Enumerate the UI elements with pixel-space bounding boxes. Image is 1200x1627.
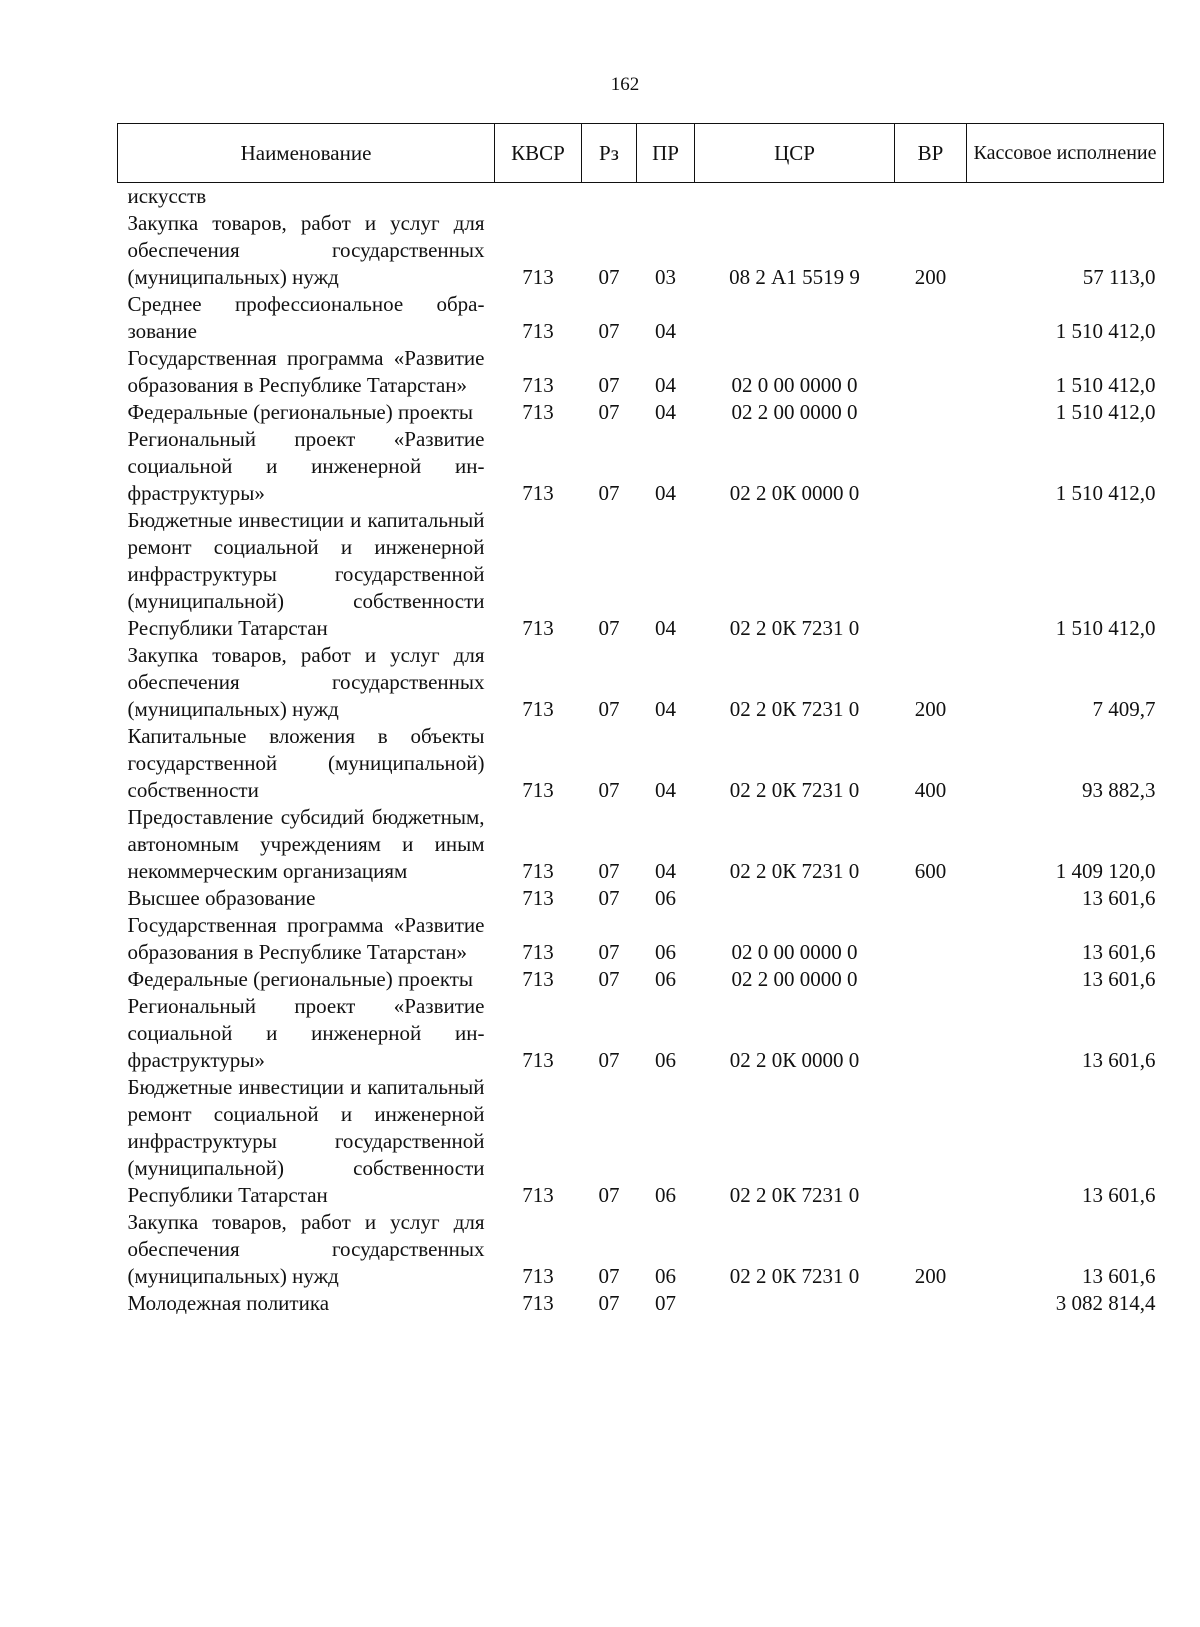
cell-name: Закупка товаров, работ и услуг для обеспечения государственных (муниципальных) нужд [127, 643, 485, 721]
cell-kvsr [495, 183, 582, 211]
cell-sum: 7 409,7 [1092, 697, 1156, 721]
cell-pr: 06 [655, 967, 676, 991]
table-row [118, 507, 1164, 642]
cell-csr: 02 2 00 0000 0 [731, 400, 858, 424]
cell-rz: 07 [598, 1264, 620, 1288]
cell-kvsr: 713 [522, 1291, 554, 1315]
cell-sum: 13 601,6 [1082, 1048, 1156, 1072]
cell-vr [895, 291, 967, 345]
cell-rz: 07 [598, 967, 620, 991]
cell-csr: 02 2 0К 7231 0 [729, 616, 860, 640]
cell-kvsr: 713 [522, 1048, 554, 1072]
cell-name: Капитальные вложения в объекты государственной (муниципальной) собственности [127, 724, 485, 802]
cell-csr: 02 2 0К 0000 0 [729, 1048, 860, 1072]
cell-rz: 07 [598, 1048, 620, 1072]
cell-kvsr: 713 [522, 400, 554, 424]
cell-vr [895, 993, 967, 1074]
table-row [118, 345, 1164, 399]
cell-name: Государственная программа «Развитие образования в Республике Татарстан» [127, 913, 485, 964]
header-rz: Рз [582, 124, 637, 183]
table-row [118, 291, 1164, 345]
cell-pr: 04 [655, 697, 676, 721]
cell-name: Региональный проект «Развитие социальной и инженерной инфраструктуры» [127, 994, 485, 1072]
table-body [118, 183, 1164, 1318]
table-row [118, 210, 1164, 291]
cell-csr [695, 183, 895, 211]
cell-kvsr: 713 [522, 616, 554, 640]
cell-csr: 02 0 00 0000 0 [731, 940, 858, 964]
cell-kvsr: 713 [522, 859, 554, 883]
cell-sum: 3 082 814,4 [1055, 1291, 1156, 1315]
cell-csr: 02 2 0К 7231 0 [729, 697, 860, 721]
cell-rz: 07 [598, 886, 620, 910]
header-csr: ЦСР [695, 124, 895, 183]
cell-rz: 07 [598, 319, 620, 343]
cell-rz: 07 [598, 400, 620, 424]
header-sum: Кассовое исполнение [967, 124, 1164, 183]
cell-pr: 04 [655, 400, 676, 424]
cell-rz: 07 [598, 859, 620, 883]
cell-pr: 04 [655, 859, 676, 883]
cell-name: Федеральные (региональные) проекты [127, 400, 474, 424]
cell-name: Закупка товаров, работ и услуг для обеспечения государственных (муниципальных) нужд [127, 1210, 485, 1288]
cell-name: Государственная программа «Развитие образования в Республике Татарстан» [127, 346, 485, 397]
cell-vr [895, 399, 967, 426]
cell-kvsr: 713 [522, 1183, 554, 1207]
table-row [118, 426, 1164, 507]
cell-pr [637, 183, 695, 211]
cell-vr [895, 1074, 967, 1209]
cell-csr [695, 291, 895, 345]
cell-sum: 13 601,6 [1082, 1264, 1156, 1288]
cell-vr [895, 183, 967, 211]
cell-vr: 200 [914, 697, 947, 721]
cell-pr: 06 [655, 886, 676, 910]
cell-pr: 06 [655, 1264, 676, 1288]
budget-table [117, 123, 1164, 1317]
table-row [118, 993, 1164, 1074]
cell-pr: 04 [655, 616, 676, 640]
cell-name: Бюджетные инвестиции и капитальный ремонт социальной и инженерной инфраструктуры государственной (муниципальной) собственности Республики Татарстан [127, 1075, 485, 1207]
cell-vr [895, 885, 967, 912]
cell-pr: 06 [655, 1048, 676, 1072]
table-row [118, 183, 1164, 211]
cell-rz: 07 [598, 1291, 620, 1315]
cell-sum: 93 882,3 [1082, 778, 1156, 802]
cell-csr: 02 2 00 0000 0 [731, 967, 858, 991]
cell-vr [895, 426, 967, 507]
table-row [118, 885, 1164, 912]
cell-kvsr: 713 [522, 886, 554, 910]
cell-csr: 08 2 А1 5519 9 [729, 265, 860, 289]
cell-name: Закупка товаров, работ и услуг для обеспечения государственных (муниципальных) нужд [127, 211, 485, 289]
cell-vr: 600 [914, 859, 947, 883]
cell-vr [895, 345, 967, 399]
cell-name: Региональный проект «Развитие социальной и инженерной инфраструктуры» [127, 427, 485, 505]
cell-vr [895, 912, 967, 966]
cell-rz: 07 [598, 373, 620, 397]
cell-sum: 13 601,6 [1082, 967, 1156, 991]
cell-vr [895, 507, 967, 642]
cell-csr: 02 2 0К 7231 0 [729, 1264, 860, 1288]
table-row [118, 804, 1164, 885]
table-row [118, 1209, 1164, 1290]
cell-sum: 57 113,0 [1082, 265, 1156, 289]
cell-name: Среднее профессиональное образование [127, 292, 485, 343]
cell-pr: 03 [655, 265, 676, 289]
cell-vr: 200 [914, 1264, 947, 1288]
cell-name: Бюджетные инвестиции и капитальный ремонт социальной и инженерной инфраструктуры государственной (муниципальной) собственности Республики Татарстан [127, 508, 485, 640]
cell-kvsr: 713 [522, 1264, 554, 1288]
cell-rz: 07 [598, 1183, 620, 1207]
cell-sum: 1 510 412,0 [1055, 616, 1156, 640]
cell-kvsr: 713 [522, 265, 554, 289]
table-header [118, 124, 1164, 183]
cell-name: Предоставление субсидий бюджетным, автономным учреждениям и иным некоммерческим организациям [127, 805, 485, 883]
header-name: Наименование [118, 124, 495, 183]
cell-vr [895, 966, 967, 993]
cell-kvsr: 713 [522, 967, 554, 991]
cell-rz: 07 [598, 940, 620, 964]
cell-csr: 02 2 0К 0000 0 [729, 481, 860, 505]
cell-rz: 07 [598, 616, 620, 640]
cell-sum: 1 510 412,0 [1055, 319, 1156, 343]
cell-pr: 07 [655, 1291, 676, 1315]
cell-rz: 07 [598, 481, 620, 505]
cell-vr: 400 [914, 778, 947, 802]
cell-pr: 04 [655, 481, 676, 505]
cell-sum: 13 601,6 [1082, 886, 1156, 910]
table-row [118, 912, 1164, 966]
cell-kvsr: 713 [522, 778, 554, 802]
header-vr: ВР [895, 124, 967, 183]
cell-name: Высшее образование [127, 886, 316, 910]
cell-rz: 07 [598, 265, 620, 289]
cell-pr: 04 [655, 778, 676, 802]
cell-name: Молодежная политика [127, 1291, 330, 1315]
cell-kvsr: 713 [522, 373, 554, 397]
cell-csr [695, 1290, 895, 1317]
cell-sum: 13 601,6 [1082, 940, 1156, 964]
table-row [118, 966, 1164, 993]
cell-sum: 1 510 412,0 [1055, 373, 1156, 397]
cell-csr: 02 0 00 0000 0 [731, 373, 858, 397]
header-kvsr: КВСР [495, 124, 582, 183]
cell-sum: 1 510 412,0 [1055, 481, 1156, 505]
cell-vr: 200 [914, 265, 947, 289]
cell-kvsr: 713 [522, 319, 554, 343]
cell-rz [582, 183, 637, 211]
cell-sum [967, 183, 1164, 211]
header-pr: ПР [637, 124, 695, 183]
cell-sum: 13 601,6 [1082, 1183, 1156, 1207]
cell-csr: 02 2 0К 7231 0 [729, 778, 860, 802]
cell-pr: 04 [655, 319, 676, 343]
cell-rz: 07 [598, 778, 620, 802]
cell-csr: 02 2 0К 7231 0 [729, 1183, 860, 1207]
page-number: 162 [610, 74, 640, 95]
cell-vr [895, 1290, 967, 1317]
cell-csr: 02 2 0К 7231 0 [729, 859, 860, 883]
cell-name: искусств [127, 184, 207, 208]
cell-kvsr: 713 [522, 940, 554, 964]
table-row [118, 1290, 1164, 1317]
cell-name: Федеральные (региональные) проекты [127, 967, 474, 991]
cell-kvsr: 713 [522, 481, 554, 505]
table-row [118, 1074, 1164, 1209]
cell-pr: 06 [655, 940, 676, 964]
cell-kvsr: 713 [522, 697, 554, 721]
cell-pr: 04 [655, 373, 676, 397]
cell-csr [695, 885, 895, 912]
table-row [118, 723, 1164, 804]
table-row [118, 642, 1164, 723]
cell-rz: 07 [598, 697, 620, 721]
table-row [118, 399, 1164, 426]
cell-sum: 1 409 120,0 [1055, 859, 1156, 883]
cell-sum: 1 510 412,0 [1055, 400, 1156, 424]
cell-pr: 06 [655, 1183, 676, 1207]
